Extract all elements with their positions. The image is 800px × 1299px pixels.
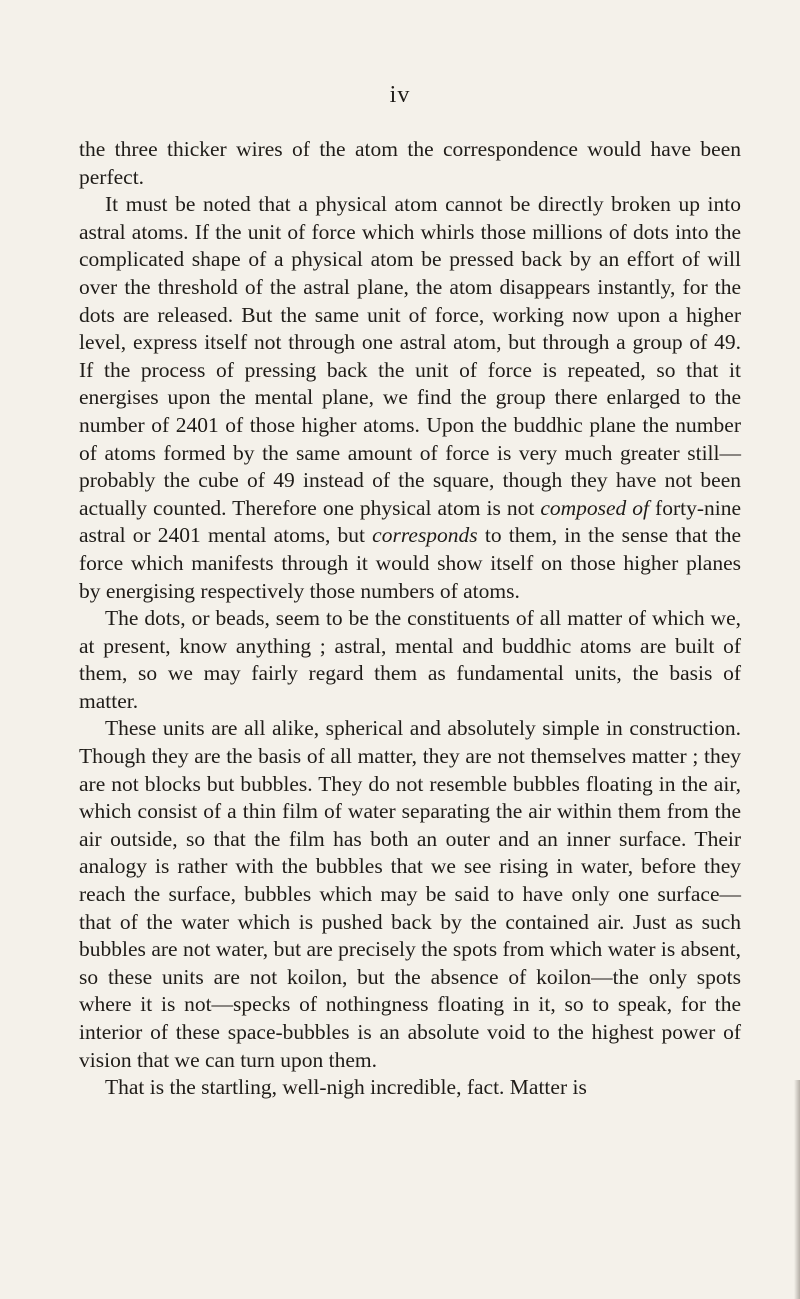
paragraph <box>79 136 741 191</box>
body-text <box>79 136 741 1102</box>
text-run: forty-nine astral or 2401 mental atoms, but <box>79 495 741 548</box>
text-run: to them, in the sense that the force which manifests through it would show itself on those higher planes by energising respectively those numbers of atoms. <box>79 523 741 603</box>
text-run: It must be noted that a physical atom cannot be directly broken up into astral atoms. If the unit of force which whirls those millions of dots into the complicated shape of a physical atom be pressed back by an effort of will over the threshold of the astral plane, the atom disappears instantly, for the dots are released. But the same unit of force, working now upon a higher level, express itself not through one astral atom, but through a group of 49. If the process of pressing back the unit of force is repeated, so that it energises upon the mental plane, we find the group there enlarged to the number of 2401 of those higher atoms. Upon the buddhic plane the number of atoms formed by the same amount of force is very much greater still—probably the cube of 49 instead of the square, though they have not been actually counted. Therefore one physical atom is not <box>79 192 741 520</box>
page-number: iv <box>389 82 411 108</box>
text-run: The dots, or beads, seem to be the constituents of all matter of which we, at present, know anything ; astral, mental and buddhic atoms are built of them, so we may fairly regard them as fundamental units, the basis of matter. <box>79 606 741 713</box>
text-run: the three thicker wires of the atom the correspondence would have been perfect. <box>79 137 741 189</box>
text-run: That is the startling, well-nigh incredible, fact. Matter is <box>105 1075 587 1100</box>
paragraph <box>79 715 741 1074</box>
text-run: These units are all alike, spherical and absolutely simple in construction. Though they are the basis of all matter, they are not themselves matter ; they are not blocks but bubbles. They do not resemble bubbles floating in the air, which consist of a thin film of water separating the air within them from the air outside, so that the film has both an outer and an inner surface. Their analogy is rather with the bubbles that we see rising in water, before they reach the surface, bubbles which may be said to have only one surface— that of the water which is pushed back by the contained air. Just as such bubbles are not water, but are precisely the spots from which water is absent, so these units are not koilon, but the absence of koilon—the only spots where it is not—specks of nothingness floating in it, so to speak, for the interior of these space-bubbles is an absolute void to the highest power of vision that we can turn upon them. <box>79 716 741 1072</box>
paragraph <box>79 191 741 605</box>
paragraph <box>79 605 741 715</box>
italic-text-run: composed of <box>540 495 650 520</box>
italic-text-run: corresponds <box>372 523 478 548</box>
paragraph <box>79 1074 741 1102</box>
page-edge-shadow <box>794 1080 800 1299</box>
